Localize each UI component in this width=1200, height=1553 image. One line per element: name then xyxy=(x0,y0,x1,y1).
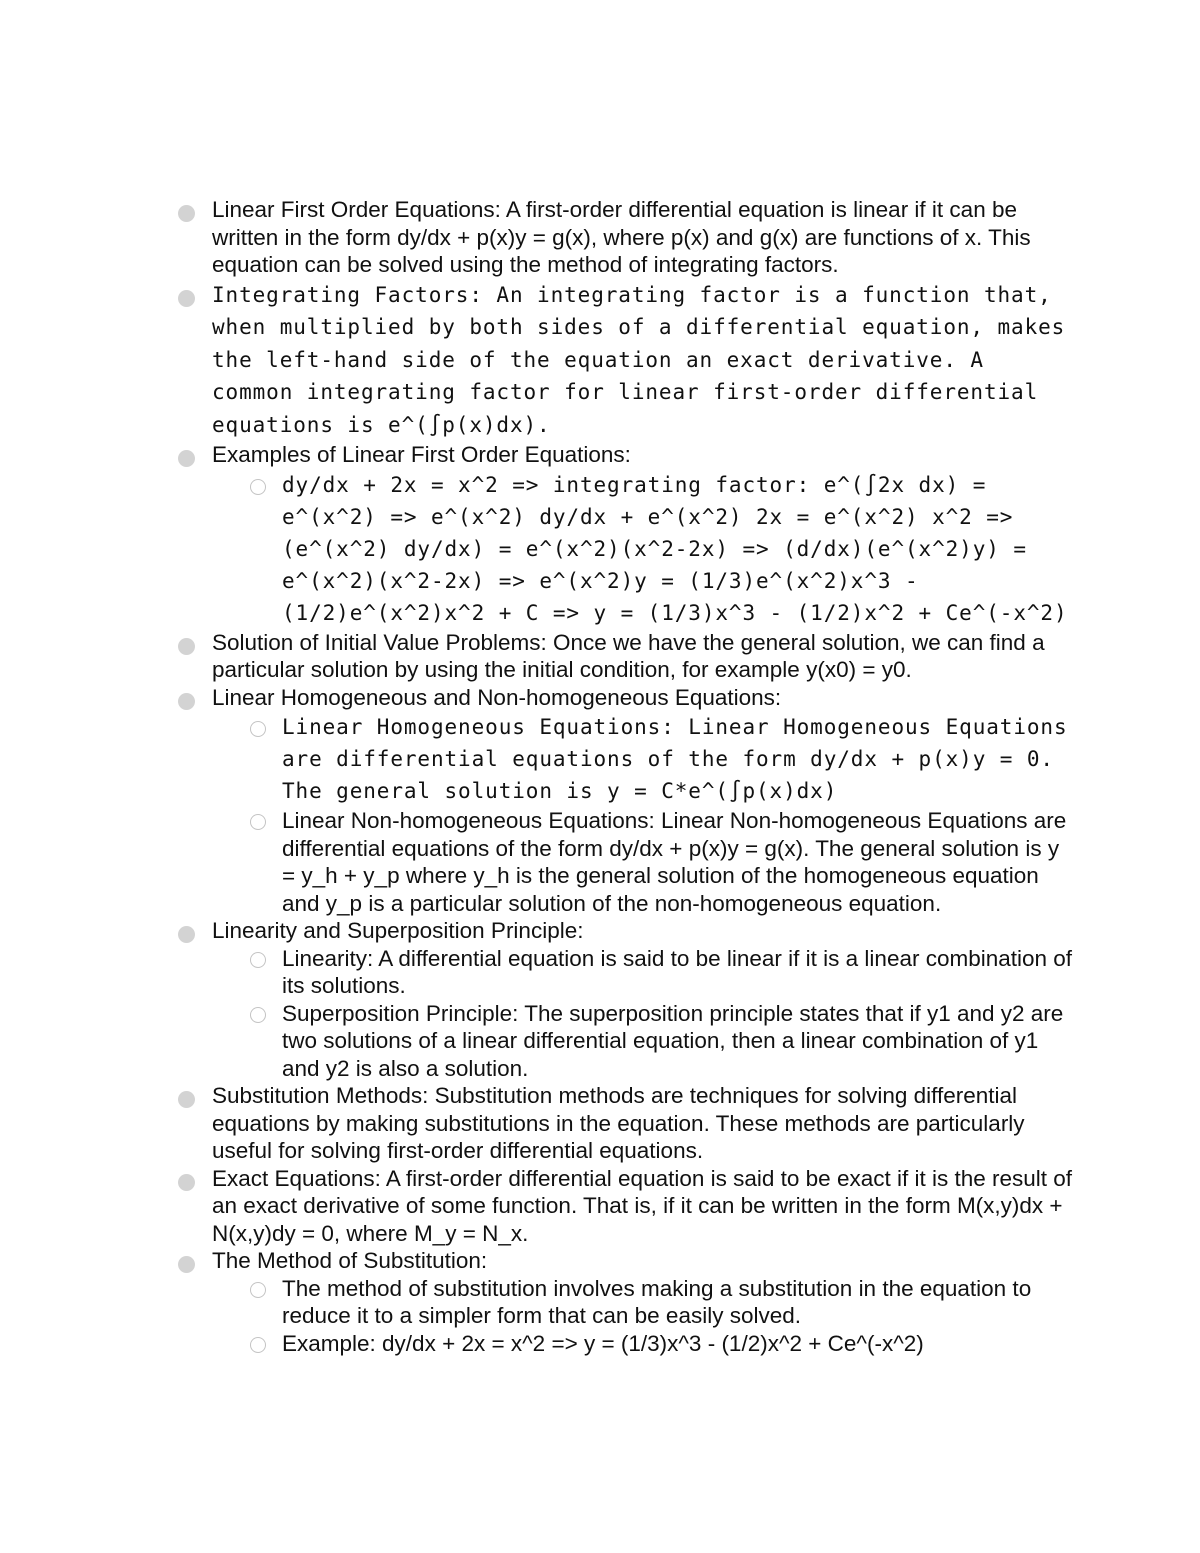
filled-bullet-icon xyxy=(178,450,195,467)
filled-bullet-icon xyxy=(178,638,195,655)
sub-item-substitution-description xyxy=(174,1275,1074,1330)
hollow-bullet-icon xyxy=(250,1007,266,1023)
filled-bullet-icon xyxy=(178,693,195,710)
hollow-bullet-icon xyxy=(250,1337,266,1353)
sub-item-worked-example xyxy=(174,469,1074,629)
sub-item-text: Linear Non-homogeneous Equations: Linear Non-homogeneous Equations are differential equations of the form dy/dx + p(x)y = g(x). The general solution is y = y_h + y_p where y_h is the general solution of the homogeneous equation and y_p is a particular solution of the non-homogeneous equation. xyxy=(282,808,1067,916)
sub-item-text: Linear Homogeneous Equations: Linear Homogeneous Equations are differential equations of the form dy/dx + p(x)y = 0. The general solution is y = C*e^(∫p(x)dx) xyxy=(282,715,1068,804)
list-item-text: Solution of Initial Value Problems: Once we have the general solution, we can find a particular solution by using the initial condition, for example y(x0) = y0. xyxy=(212,629,1045,683)
sub-item-superposition-principle xyxy=(174,1000,1074,1083)
hollow-bullet-icon xyxy=(250,721,266,737)
list-item-text: Linear First Order Equations: A first-order differential equation is linear if it can be written in the form dy/dx + p(x)y = g(x), where p(x) and g(x) are functions of x. This equation can be solved using the method of integrating factors. xyxy=(212,197,1031,277)
filled-bullet-icon xyxy=(178,290,195,307)
list-item-text: Linear Homogeneous and Non-homogeneous Equations: xyxy=(212,684,782,710)
hollow-bullet-icon xyxy=(250,1282,266,1298)
hollow-bullet-icon xyxy=(250,952,266,968)
list-item-initial-value-problems xyxy=(174,629,1074,684)
filled-bullet-icon xyxy=(178,926,195,943)
sub-item-linearity xyxy=(174,945,1074,1000)
list-item-text: Integrating Factors: An integrating factor is a function that, when multiplied by both sides of a differential equation, makes the left-hand side of the equation an exact derivative. A common integrating factor for linear first-order differential equations is e^(∫p(x)dx). xyxy=(212,282,1066,437)
list-item-text: Linearity and Superposition Principle: xyxy=(212,918,584,944)
filled-bullet-icon xyxy=(178,1174,195,1191)
sub-item-text: dy/dx + 2x = x^2 => integrating factor: e^(∫2x dx) = e^(x^2) => e^(x^2) dy/dx + e^(x^2) 2x = e^(x^2) x^2 => (e^(x^2) dy/dx) = e^(x^2)(x^2-2x) => (d/dx)(e^(x^2)y) = e^(x^2)(x^2-2x) => e^(x^2)y = (1/3)e^(x^2)x^3 - (1/2)e^(x^2)x^2 + C => y = (1/3)x^3 - (1/2)x^2 + Ce^(-x^2) xyxy=(282,472,1068,625)
list-item-text: Exact Equations: A first-order differential equation is said to be exact if it is the result of an exact derivative of some function. That is, if it can be written in the form M(x,y)dx + N(x,y)dy = 0, where M_y = N_x. xyxy=(212,1165,1073,1246)
list-item-exact-equations xyxy=(174,1165,1074,1248)
notes-bullet-list xyxy=(174,196,1074,1357)
list-item-text: Examples of Linear First Order Equations: xyxy=(212,442,631,468)
sub-item-text: Linearity: A differential equation is said to be linear if it is a linear combination of its solutions. xyxy=(282,945,1073,999)
list-item-linear-first-order-equations xyxy=(174,196,1074,279)
list-item-text: Substitution Methods: Substitution methods are techniques for solving differential equations by making substitutions in the equation. These methods are particularly useful for solving first-order differential equations. xyxy=(212,1083,1025,1164)
sub-item-homogeneous-equations xyxy=(174,711,1074,807)
filled-bullet-icon xyxy=(178,1256,195,1273)
sub-item-text: Superposition Principle: The superposition principle states that if y1 and y2 are two solutions of a linear differential equation, then a linear combination of y1 and y2 is also a solution. xyxy=(282,1000,1064,1081)
list-item-homogeneous-heading xyxy=(174,684,1074,712)
sub-item-text: The method of substitution involves making a substitution in the equation to reduce it to a simpler form that can be easily solved. xyxy=(282,1275,1032,1329)
filled-bullet-icon xyxy=(178,1091,195,1108)
list-item-substitution-methods xyxy=(174,1082,1074,1165)
sub-item-text: Example: dy/dx + 2x = x^2 => y = (1/3)x^3 - (1/2)x^2 + Ce^(-x^2) xyxy=(282,1330,924,1356)
list-item-linearity-superposition-heading xyxy=(174,917,1074,945)
filled-bullet-icon xyxy=(178,205,195,222)
sub-item-non-homogeneous-equations xyxy=(174,807,1074,917)
list-item-method-of-substitution-heading xyxy=(174,1247,1074,1275)
sub-item-substitution-example xyxy=(174,1330,1074,1358)
list-item-integrating-factors xyxy=(174,279,1074,442)
hollow-bullet-icon xyxy=(250,479,266,495)
hollow-bullet-icon xyxy=(250,814,266,830)
list-item-text: The Method of Substitution: xyxy=(212,1248,488,1274)
list-item-examples-heading xyxy=(174,441,1074,469)
